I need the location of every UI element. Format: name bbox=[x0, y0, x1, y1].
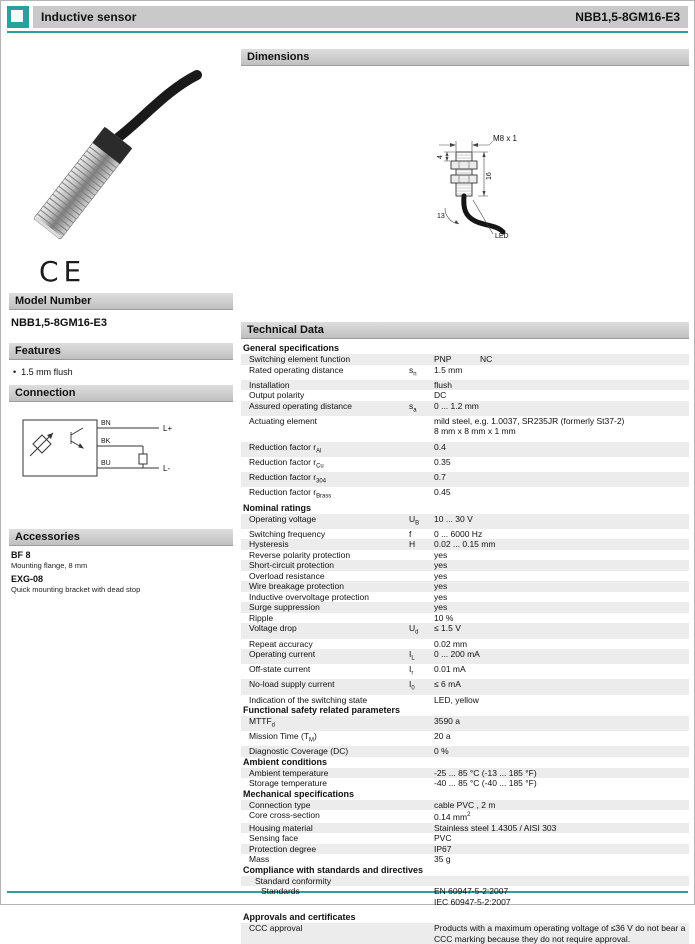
spec-symbol bbox=[409, 854, 434, 865]
spec-label: Operating current bbox=[249, 649, 316, 659]
spec-row bbox=[241, 571, 689, 582]
spec-symbol bbox=[409, 472, 434, 487]
spec-value: mild steel, e.g. 1.0037, SR235JR (formerly St37-2) 8 mm x 8 mm x 1 mm bbox=[434, 415, 625, 437]
spec-row bbox=[241, 716, 689, 731]
spec-symbol bbox=[409, 571, 434, 582]
spec-symbol: f bbox=[409, 528, 412, 539]
spec-section-header: Functional safety related parameters bbox=[243, 705, 401, 716]
spec-label: Indication of the switching state bbox=[249, 694, 368, 705]
spec-label: Standards bbox=[261, 886, 300, 897]
spec-symbol bbox=[409, 823, 434, 834]
spec-value: 0.02 mm bbox=[434, 638, 468, 649]
spec-row bbox=[241, 581, 689, 592]
technical-data-table bbox=[241, 343, 689, 944]
spec-label: Assured operating distance bbox=[249, 400, 353, 411]
spec-value: 0 ... 200 mA bbox=[434, 649, 480, 659]
spec-value: 10 % bbox=[434, 612, 454, 623]
spec-row bbox=[241, 923, 689, 944]
spec-value: 1.5 mm bbox=[434, 364, 463, 375]
spec-row bbox=[241, 623, 689, 638]
dim-13-label: 13 bbox=[437, 213, 445, 220]
spec-row bbox=[241, 457, 689, 472]
spec-label: Reduction factor $r_{Brass}$ bbox=[249, 487, 332, 501]
dim-ext-lines-top bbox=[456, 141, 472, 152]
spec-row bbox=[241, 778, 689, 789]
spec-symbol bbox=[409, 731, 434, 746]
spec-label: Housing material bbox=[249, 822, 313, 833]
spec-symbol bbox=[409, 768, 434, 779]
spec-row bbox=[241, 649, 689, 664]
spec-symbol bbox=[409, 639, 434, 650]
dim4-ext bbox=[444, 152, 455, 161]
spec-section-header: Nominal ratings bbox=[243, 502, 312, 513]
led-label: LED bbox=[495, 233, 509, 240]
sensor-photo-image bbox=[9, 43, 233, 253]
feature-text: 1.5 mm flush bbox=[21, 367, 73, 377]
spec-row bbox=[241, 639, 689, 650]
dim-4-label: 4 bbox=[437, 155, 444, 159]
spec-label: Connection type bbox=[249, 799, 311, 810]
spec-row bbox=[241, 854, 689, 865]
spec-row bbox=[241, 844, 689, 855]
spec-symbol bbox=[409, 442, 434, 457]
dim-arrow-left bbox=[450, 143, 456, 147]
spec-symbol: $I_r$ bbox=[409, 664, 414, 677]
spec-row bbox=[241, 550, 689, 561]
spec-symbol bbox=[409, 844, 434, 855]
ce-mark: CE bbox=[39, 255, 87, 288]
spec-row bbox=[241, 380, 689, 391]
product-type-title: Inductive sensor bbox=[41, 10, 137, 24]
spec-row bbox=[241, 876, 689, 887]
spec-value: cable PVC , 2 m bbox=[434, 799, 496, 810]
spec-label: Reduction factor $r_{Al}$ bbox=[249, 441, 322, 455]
spec-value: 20 a bbox=[434, 731, 451, 742]
spec-symbol bbox=[409, 602, 434, 613]
spec-value: yes bbox=[434, 560, 448, 571]
spec-row bbox=[241, 800, 689, 811]
spec-symbol: $s_a$ bbox=[409, 400, 417, 414]
spec-symbol bbox=[409, 886, 434, 907]
spec-symbol bbox=[409, 380, 434, 391]
spec-symbol bbox=[409, 833, 434, 844]
spec-value: 3590 a bbox=[434, 716, 460, 727]
spec-value: ≤ 6 mA bbox=[434, 679, 461, 690]
spec-row bbox=[241, 664, 689, 679]
spec-value: IP67 bbox=[434, 843, 452, 854]
spec-symbol: $U_B$ bbox=[409, 513, 420, 527]
dim16-arrow-top bbox=[482, 152, 485, 157]
spec-label: Off-state current bbox=[249, 664, 311, 675]
feature-item bbox=[9, 360, 233, 385]
accessory-name: EXG-08 bbox=[11, 574, 44, 584]
spec-row bbox=[241, 810, 689, 822]
spec-row bbox=[241, 487, 689, 502]
spec-row bbox=[241, 390, 689, 401]
spec-value: yes bbox=[434, 602, 448, 613]
spec-symbol bbox=[409, 592, 434, 603]
spec-symbol bbox=[409, 695, 434, 706]
spec-value: Stainless steel 1.4305 / AISI 303 bbox=[434, 822, 557, 833]
spec-label: Surge suppression bbox=[249, 602, 320, 613]
spec-symbol bbox=[409, 581, 434, 592]
bu-label: BU bbox=[101, 460, 111, 467]
spec-row bbox=[241, 472, 689, 487]
spec-row bbox=[241, 592, 689, 603]
dim-16-label: 16 bbox=[486, 172, 493, 180]
spec-row bbox=[241, 416, 689, 437]
spec-value: yes bbox=[434, 591, 448, 602]
spec-value: yes bbox=[434, 570, 448, 581]
spec-symbol bbox=[409, 778, 434, 789]
spec-row bbox=[241, 833, 689, 844]
spec-label: Operating voltage bbox=[249, 513, 317, 524]
bend-arrowhead bbox=[455, 220, 460, 224]
spec-label: Switching element function bbox=[249, 354, 351, 364]
spec-value: -25 ... 85 °C (-13 ... 185 °F) bbox=[434, 767, 537, 778]
spec-value: 0.4 bbox=[434, 441, 446, 452]
spec-label: $MTTF_d$ bbox=[249, 716, 275, 729]
hex-nut-1 bbox=[451, 161, 477, 169]
spec-symbol: H bbox=[409, 539, 416, 550]
l-minus-label: L- bbox=[163, 464, 171, 473]
spec-label: Overload resistance bbox=[249, 570, 325, 581]
drawing-cable bbox=[464, 196, 503, 232]
spec-symbol: $I_0$ bbox=[409, 679, 415, 693]
spec-symbol bbox=[409, 716, 434, 731]
spec-value: flush bbox=[434, 379, 452, 390]
spec-symbol bbox=[409, 613, 434, 624]
spec-label: Wire breakage protection bbox=[249, 581, 344, 592]
spec-value: 0.14 $mm^2$ bbox=[434, 812, 471, 823]
spec-row bbox=[241, 823, 689, 834]
spec-label: Reduction factor $r_{Cu}$ bbox=[249, 457, 324, 470]
spec-symbol bbox=[409, 800, 434, 811]
spec-symbol bbox=[409, 923, 434, 944]
spec-value: ≤ 1.5 V bbox=[434, 623, 461, 634]
l-plus-label: L+ bbox=[163, 424, 173, 433]
spec-value bbox=[434, 876, 689, 887]
spec-value: PVC bbox=[434, 833, 452, 844]
bullet: • bbox=[13, 367, 17, 377]
spec-value: 10 ... 30 V bbox=[434, 513, 473, 524]
accessory-item bbox=[9, 546, 233, 570]
spec-value: yes bbox=[434, 581, 448, 592]
spec-row bbox=[241, 539, 689, 550]
model-number-section-header: Model Number bbox=[9, 293, 233, 310]
spec-row bbox=[241, 679, 689, 694]
dim16-arrow-bottom bbox=[482, 191, 485, 196]
spec-label: Ripple bbox=[249, 612, 274, 623]
bn-label: BN bbox=[101, 420, 111, 427]
spec-label: Actuating element bbox=[249, 415, 318, 426]
accessory-desc: Quick mounting bracket with dead stop bbox=[11, 585, 141, 594]
spec-row bbox=[241, 613, 689, 624]
spec-row bbox=[241, 354, 689, 365]
dimensions-area bbox=[241, 66, 689, 322]
spec-value: LED, yellow bbox=[434, 694, 479, 705]
spec-row bbox=[241, 602, 689, 613]
dim-arrow-right bbox=[472, 143, 478, 147]
spec-value: 0.02 ... 0.15 mm bbox=[434, 539, 496, 550]
spec-row bbox=[241, 886, 689, 907]
spec-symbol bbox=[409, 354, 434, 365]
spec-symbol bbox=[409, 560, 434, 571]
brand-logo-inner-square bbox=[11, 10, 23, 22]
spec-symbol: $I_L$ bbox=[409, 649, 415, 662]
spec-row bbox=[241, 514, 689, 529]
spec-row bbox=[241, 768, 689, 779]
spec-label: Inductive overvoltage protection bbox=[249, 591, 370, 602]
spec-label: CCC approval bbox=[249, 923, 303, 934]
dim4-arrow-bottom bbox=[445, 157, 448, 161]
spec-label: Reduction factor $r_{304}$ bbox=[249, 472, 327, 485]
spec-row bbox=[241, 442, 689, 457]
spec-value: 0.7 bbox=[434, 472, 446, 483]
spec-row bbox=[241, 401, 689, 416]
spec-symbol bbox=[409, 876, 434, 887]
spec-label: Output polarity bbox=[249, 390, 305, 401]
spec-label: Ambient temperature bbox=[249, 767, 329, 778]
dimensions-section-header: Dimensions bbox=[241, 49, 689, 66]
features-section-header: Features bbox=[9, 343, 233, 360]
accent-rule-top bbox=[7, 31, 688, 33]
spec-symbol bbox=[409, 550, 434, 561]
spec-value: 0.35 bbox=[434, 457, 451, 468]
spec-label: Voltage drop bbox=[249, 623, 297, 634]
spec-label: Mission Time $(T_M)$ bbox=[249, 731, 317, 744]
spec-row bbox=[241, 365, 689, 380]
spec-symbol bbox=[409, 810, 434, 822]
spec-label: Rated operating distance bbox=[249, 364, 344, 375]
spec-label: Hysteresis bbox=[249, 539, 289, 550]
spec-row bbox=[241, 695, 689, 706]
thread-leader bbox=[489, 141, 493, 145]
spec-value: -40 ... 85 °C (-40 ... 185 °F) bbox=[434, 778, 537, 789]
bk-label: BK bbox=[101, 438, 111, 445]
right-column bbox=[241, 49, 689, 944]
connection-section-header: Connection bbox=[9, 385, 233, 402]
spec-value: EN 60947-5-2:2007 IEC 60947-5-2:2007 bbox=[434, 886, 511, 907]
spec-value: 0 ... 6000 Hz bbox=[434, 528, 483, 539]
spec-row bbox=[241, 560, 689, 571]
spec-value: 0 % bbox=[434, 746, 449, 757]
sensor-box bbox=[23, 420, 97, 476]
product-photo bbox=[9, 43, 233, 253]
model-number-value: NBB1,5-8GM16-E3 bbox=[11, 317, 107, 329]
transistor-symbol bbox=[71, 428, 83, 448]
spec-row bbox=[241, 746, 689, 757]
spec-section-header: Ambient conditions bbox=[243, 756, 327, 767]
spec-value: 0 ... 1.2 mm bbox=[434, 400, 479, 411]
spec-symbol bbox=[409, 746, 434, 757]
dim4-arrow-top bbox=[445, 152, 448, 156]
accessory-name: BF 8 bbox=[11, 550, 31, 560]
spec-value: 35 g bbox=[434, 854, 451, 865]
spec-symbol bbox=[409, 487, 434, 502]
accessory-item bbox=[9, 570, 233, 594]
spec-label: Reverse polarity protection bbox=[249, 549, 351, 560]
spec-label: Diagnostic Coverage (DC) bbox=[249, 746, 349, 757]
spec-symbol bbox=[409, 457, 434, 472]
spec-label: Core cross-section bbox=[249, 810, 320, 821]
sensor-barrel bbox=[33, 127, 132, 240]
spec-label: Repeat accuracy bbox=[249, 638, 313, 649]
hex-nut-2 bbox=[451, 175, 477, 183]
brand-logo-icon bbox=[7, 6, 29, 28]
spec-value: 0.45 bbox=[434, 487, 451, 498]
spec-value: DC bbox=[434, 390, 447, 401]
spec-label: Protection degree bbox=[249, 843, 317, 854]
spec-label: Storage temperature bbox=[249, 778, 327, 789]
spec-section-header: Approvals and certificates bbox=[243, 912, 356, 923]
wiring-diagram-image bbox=[9, 410, 233, 502]
spec-value: PNP NC bbox=[434, 354, 493, 364]
spec-label: No-load supply current bbox=[249, 679, 335, 690]
spec-symbol bbox=[409, 390, 434, 401]
sensor-body-outline bbox=[456, 152, 472, 196]
header-model-number: NBB1,5-8GM16-E3 bbox=[575, 10, 680, 24]
spec-value: Products with a maximum operating voltage of ≤36 V do not bear a CCC marking because they do not require approval. bbox=[434, 923, 686, 944]
load-symbol bbox=[139, 454, 147, 464]
spec-symbol: $U_d$ bbox=[409, 623, 419, 636]
spec-symbol: $s_n$ bbox=[409, 364, 417, 378]
spec-row bbox=[241, 529, 689, 540]
sensor-cable bbox=[115, 75, 197, 140]
spec-label: Standard conformity bbox=[255, 875, 332, 886]
spec-row bbox=[241, 731, 689, 746]
spec-label: Short-circuit protection bbox=[249, 560, 335, 571]
spec-symbol bbox=[409, 416, 434, 437]
spec-label: Switching frequency bbox=[249, 528, 326, 539]
left-column bbox=[9, 43, 233, 594]
technical-data-section-header: Technical Data bbox=[241, 322, 689, 339]
spec-section-header: Compliance with standards and directives bbox=[243, 864, 424, 875]
connection-diagram bbox=[9, 402, 233, 529]
spec-section-header: Mechanical specifications bbox=[243, 788, 355, 799]
spec-label: Mass bbox=[249, 854, 270, 865]
dimension-drawing bbox=[409, 128, 619, 308]
spec-label: Installation bbox=[249, 379, 290, 390]
spec-label: Sensing face bbox=[249, 833, 299, 844]
spec-section-header: General specifications bbox=[243, 343, 340, 353]
spec-value: yes bbox=[434, 549, 448, 560]
accessory-desc: Mounting flange, 8 mm bbox=[11, 561, 88, 570]
accessories-section-header: Accessories bbox=[9, 529, 233, 546]
spec-value: 0.01 mA bbox=[434, 664, 466, 675]
led-leader bbox=[473, 200, 493, 234]
thread-size-label: M8 x 1 bbox=[493, 134, 518, 143]
title-bar bbox=[33, 6, 688, 28]
